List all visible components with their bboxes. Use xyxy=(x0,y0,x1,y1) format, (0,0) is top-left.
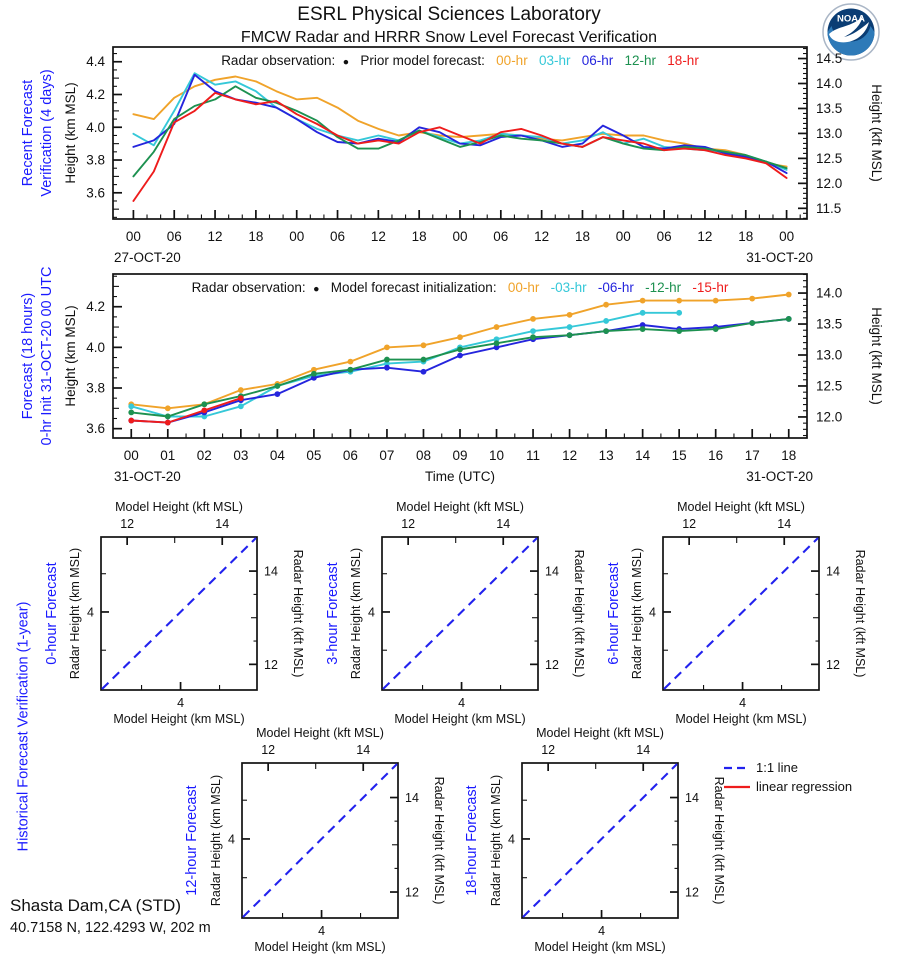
svg-text:Model Height (km MSL): Model Height (km MSL) xyxy=(534,940,666,954)
svg-text:3.8: 3.8 xyxy=(86,380,105,396)
svg-text:Model Height (km MSL): Model Height (km MSL) xyxy=(394,712,526,726)
svg-text:1:1 line: 1:1 line xyxy=(756,760,798,775)
svg-text:00: 00 xyxy=(289,229,305,244)
svg-text:Radar Height (kft MSL): Radar Height (kft MSL) xyxy=(291,549,305,678)
svg-text:31-OCT-20: 31-OCT-20 xyxy=(746,469,813,484)
recent-verification-chart-series-12-hr xyxy=(133,86,786,176)
svg-text:18: 18 xyxy=(248,229,264,244)
svg-text:12: 12 xyxy=(541,743,556,757)
svg-text:00: 00 xyxy=(615,229,631,244)
scatter-legend xyxy=(724,760,852,794)
svg-text:00: 00 xyxy=(779,229,795,244)
svg-text:6-hour Forecast: 6-hour Forecast xyxy=(606,562,622,665)
one-to-one-line xyxy=(102,538,256,689)
scatter-12-hour-forecast xyxy=(184,726,446,954)
svg-text:12: 12 xyxy=(370,229,386,244)
svg-text:Radar Height (kft MSL): Radar Height (kft MSL) xyxy=(712,776,726,905)
svg-text:Model Height (kft MSL): Model Height (kft MSL) xyxy=(396,500,524,514)
recent-section-label-line2: Verification (4 days) xyxy=(39,69,55,197)
svg-text:13: 13 xyxy=(598,448,614,463)
svg-text:Radar Height (kft MSL): Radar Height (kft MSL) xyxy=(572,549,586,678)
svg-text:00: 00 xyxy=(123,448,139,463)
one-to-one-line xyxy=(664,538,818,689)
one-to-one-line xyxy=(523,764,677,917)
svg-text:12.5: 12.5 xyxy=(816,150,843,166)
recent-section-label-line1: Recent Forecast xyxy=(20,79,36,187)
svg-text:14: 14 xyxy=(635,448,651,463)
svg-text:14: 14 xyxy=(405,791,419,806)
svg-text:Radar Height (km MSL): Radar Height (km MSL) xyxy=(209,774,223,907)
svg-text:Radar Height (kft MSL): Radar Height (kft MSL) xyxy=(853,549,867,678)
svg-text:11.5: 11.5 xyxy=(816,200,842,216)
svg-text:Height (kft MSL): Height (kft MSL) xyxy=(869,307,884,405)
svg-text:14: 14 xyxy=(496,517,511,531)
svg-text:18-hour Forecast: 18-hour Forecast xyxy=(464,785,480,896)
svg-text:13.5: 13.5 xyxy=(816,316,843,332)
svg-text:31-OCT-20: 31-OCT-20 xyxy=(746,250,813,265)
svg-text:05: 05 xyxy=(306,448,322,463)
svg-text:14: 14 xyxy=(545,564,559,579)
svg-text:06: 06 xyxy=(166,229,182,244)
recent-verification-chart xyxy=(63,47,884,265)
svg-text:0-hour Forecast: 0-hour Forecast xyxy=(44,562,60,665)
svg-text:14: 14 xyxy=(777,517,792,531)
svg-text:4: 4 xyxy=(368,605,375,620)
page-subtitle: FMCW Radar and HRRR Snow Level Forecast Verification xyxy=(240,29,658,46)
svg-text:14: 14 xyxy=(215,517,230,531)
svg-text:12.0: 12.0 xyxy=(816,175,843,191)
svg-text:12.0: 12.0 xyxy=(816,409,843,425)
svg-text:Height (km MSL): Height (km MSL) xyxy=(63,305,78,407)
scatter-18-hour-forecast xyxy=(464,726,726,954)
svg-text:4: 4 xyxy=(318,924,326,938)
svg-text:18: 18 xyxy=(738,229,754,244)
svg-text:06: 06 xyxy=(493,229,509,244)
svg-text:18: 18 xyxy=(574,229,590,244)
svg-text:09: 09 xyxy=(452,448,468,463)
page-title: ESRL Physical Sciences Laboratory xyxy=(297,4,601,25)
svg-text:12: 12 xyxy=(685,885,699,900)
svg-text:4: 4 xyxy=(508,832,515,847)
svg-text:Model Height (kft MSL): Model Height (kft MSL) xyxy=(115,500,243,514)
svg-text:4.0: 4.0 xyxy=(86,119,105,135)
svg-text:Radar Height (kft MSL): Radar Height (kft MSL) xyxy=(432,776,446,905)
svg-text:13.5: 13.5 xyxy=(816,100,843,116)
svg-text:12: 12 xyxy=(697,229,713,244)
svg-text:4: 4 xyxy=(649,605,656,620)
svg-text:14: 14 xyxy=(264,564,278,579)
svg-text:12.5: 12.5 xyxy=(816,378,843,394)
svg-text:10: 10 xyxy=(489,448,505,463)
one-to-one-line xyxy=(383,538,537,689)
svg-text:Model Height (kft MSL): Model Height (kft MSL) xyxy=(536,726,664,740)
svg-text:Height (km MSL): Height (km MSL) xyxy=(63,82,78,184)
svg-text:4: 4 xyxy=(177,696,185,710)
svg-text:Model Height (km MSL): Model Height (km MSL) xyxy=(675,712,807,726)
svg-text:4.2: 4.2 xyxy=(86,87,105,103)
svg-text:Model Height (kft MSL): Model Height (kft MSL) xyxy=(677,500,805,514)
forecast-section-label-line1: Forecast (18 hours) xyxy=(20,292,36,420)
svg-text:Radar Height (km MSL): Radar Height (km MSL) xyxy=(68,547,82,680)
svg-text:4: 4 xyxy=(598,924,606,938)
svg-text:08: 08 xyxy=(415,448,431,463)
svg-text:14: 14 xyxy=(636,743,651,757)
svg-text:06: 06 xyxy=(330,229,346,244)
svg-text:12: 12 xyxy=(405,885,419,900)
svg-text:12: 12 xyxy=(682,517,697,531)
historical-section-label: Historical Forecast Verification (1-year) xyxy=(15,601,32,852)
svg-text:4.2: 4.2 xyxy=(86,299,105,315)
svg-text:14.0: 14.0 xyxy=(816,75,843,91)
svg-text:12: 12 xyxy=(545,657,559,672)
svg-text:18: 18 xyxy=(781,448,797,463)
svg-text:Model Height (kft MSL): Model Height (kft MSL) xyxy=(256,726,384,740)
station-coords: 40.7158 N, 122.4293 W, 202 m xyxy=(10,920,211,936)
svg-text:17: 17 xyxy=(744,448,760,463)
forecast-chart-legend: Radar observation: ● Model forecast initialization: 00-hr -03-hr -06-hr -12-hr -15-hr xyxy=(191,280,729,295)
svg-text:01: 01 xyxy=(160,448,176,463)
svg-text:12: 12 xyxy=(826,657,840,672)
svg-text:06: 06 xyxy=(342,448,358,463)
svg-text:02: 02 xyxy=(196,448,212,463)
svg-text:Model Height (km MSL): Model Height (km MSL) xyxy=(254,940,386,954)
svg-text:12: 12 xyxy=(401,517,416,531)
svg-text:linear regression: linear regression xyxy=(756,779,853,794)
svg-text:13.0: 13.0 xyxy=(816,125,843,141)
svg-text:13.0: 13.0 xyxy=(816,347,843,363)
forecast-chart xyxy=(63,274,884,484)
svg-text:12: 12 xyxy=(534,229,550,244)
svg-text:06: 06 xyxy=(656,229,672,244)
svg-text:14: 14 xyxy=(356,743,371,757)
scatter-3-hour-forecast xyxy=(325,500,586,726)
svg-text:04: 04 xyxy=(269,448,285,463)
svg-text:3.6: 3.6 xyxy=(86,185,105,201)
svg-text:27-OCT-20: 27-OCT-20 xyxy=(114,250,181,265)
scatter-6-hour-forecast xyxy=(606,500,867,726)
station-name: Shasta Dam,CA (STD) xyxy=(10,896,181,915)
svg-text:3-hour Forecast: 3-hour Forecast xyxy=(325,562,341,665)
svg-text:18: 18 xyxy=(411,229,427,244)
svg-text:3.8: 3.8 xyxy=(86,152,105,168)
svg-text:11: 11 xyxy=(526,448,541,463)
svg-text:31-OCT-20: 31-OCT-20 xyxy=(114,469,181,484)
svg-text:12: 12 xyxy=(207,229,223,244)
svg-text:16: 16 xyxy=(708,448,724,463)
scatter-0-hour-forecast xyxy=(44,500,305,726)
svg-text:4.4: 4.4 xyxy=(86,54,105,70)
svg-text:12: 12 xyxy=(120,517,135,531)
svg-text:00: 00 xyxy=(125,229,141,244)
forecast-section-label-line2: 0-hr Init 31-OCT-20 00 UTC xyxy=(39,266,55,446)
svg-text:14.0: 14.0 xyxy=(816,285,843,301)
svg-text:12: 12 xyxy=(562,448,578,463)
svg-text:4.0: 4.0 xyxy=(86,339,105,355)
one-to-one-line xyxy=(243,764,397,917)
svg-text:Model Height (km MSL): Model Height (km MSL) xyxy=(113,712,245,726)
svg-text:12: 12 xyxy=(261,743,276,757)
svg-text:00: 00 xyxy=(452,229,468,244)
svg-text:Radar Height (km MSL): Radar Height (km MSL) xyxy=(349,547,363,680)
svg-text:4: 4 xyxy=(739,696,747,710)
svg-text:14: 14 xyxy=(685,791,699,806)
recent-verification-chart-series-03-hr xyxy=(133,73,786,170)
svg-text:3.6: 3.6 xyxy=(86,421,105,437)
svg-text:Radar Height (km MSL): Radar Height (km MSL) xyxy=(630,547,644,680)
svg-text:4: 4 xyxy=(458,696,466,710)
svg-text:12-hour Forecast: 12-hour Forecast xyxy=(184,785,200,896)
recent-verification-chart-legend: Radar observation: ● Prior model forecast: 00-hr 03-hr 06-hr 12-hr 18-hr xyxy=(221,53,699,68)
svg-text:Time (UTC): Time (UTC) xyxy=(425,469,495,484)
svg-text:15: 15 xyxy=(671,448,687,463)
svg-text:03: 03 xyxy=(233,448,249,463)
svg-text:12: 12 xyxy=(264,657,278,672)
noaa-logo-text: NOAA xyxy=(837,13,865,25)
svg-text:Radar Height (km MSL): Radar Height (km MSL) xyxy=(489,774,503,907)
svg-text:4: 4 xyxy=(228,832,235,847)
svg-text:14.5: 14.5 xyxy=(816,51,843,67)
svg-text:14: 14 xyxy=(826,564,840,579)
svg-text:4: 4 xyxy=(87,605,94,620)
svg-text:Height (kft MSL): Height (kft MSL) xyxy=(869,84,884,182)
svg-text:07: 07 xyxy=(379,448,395,463)
